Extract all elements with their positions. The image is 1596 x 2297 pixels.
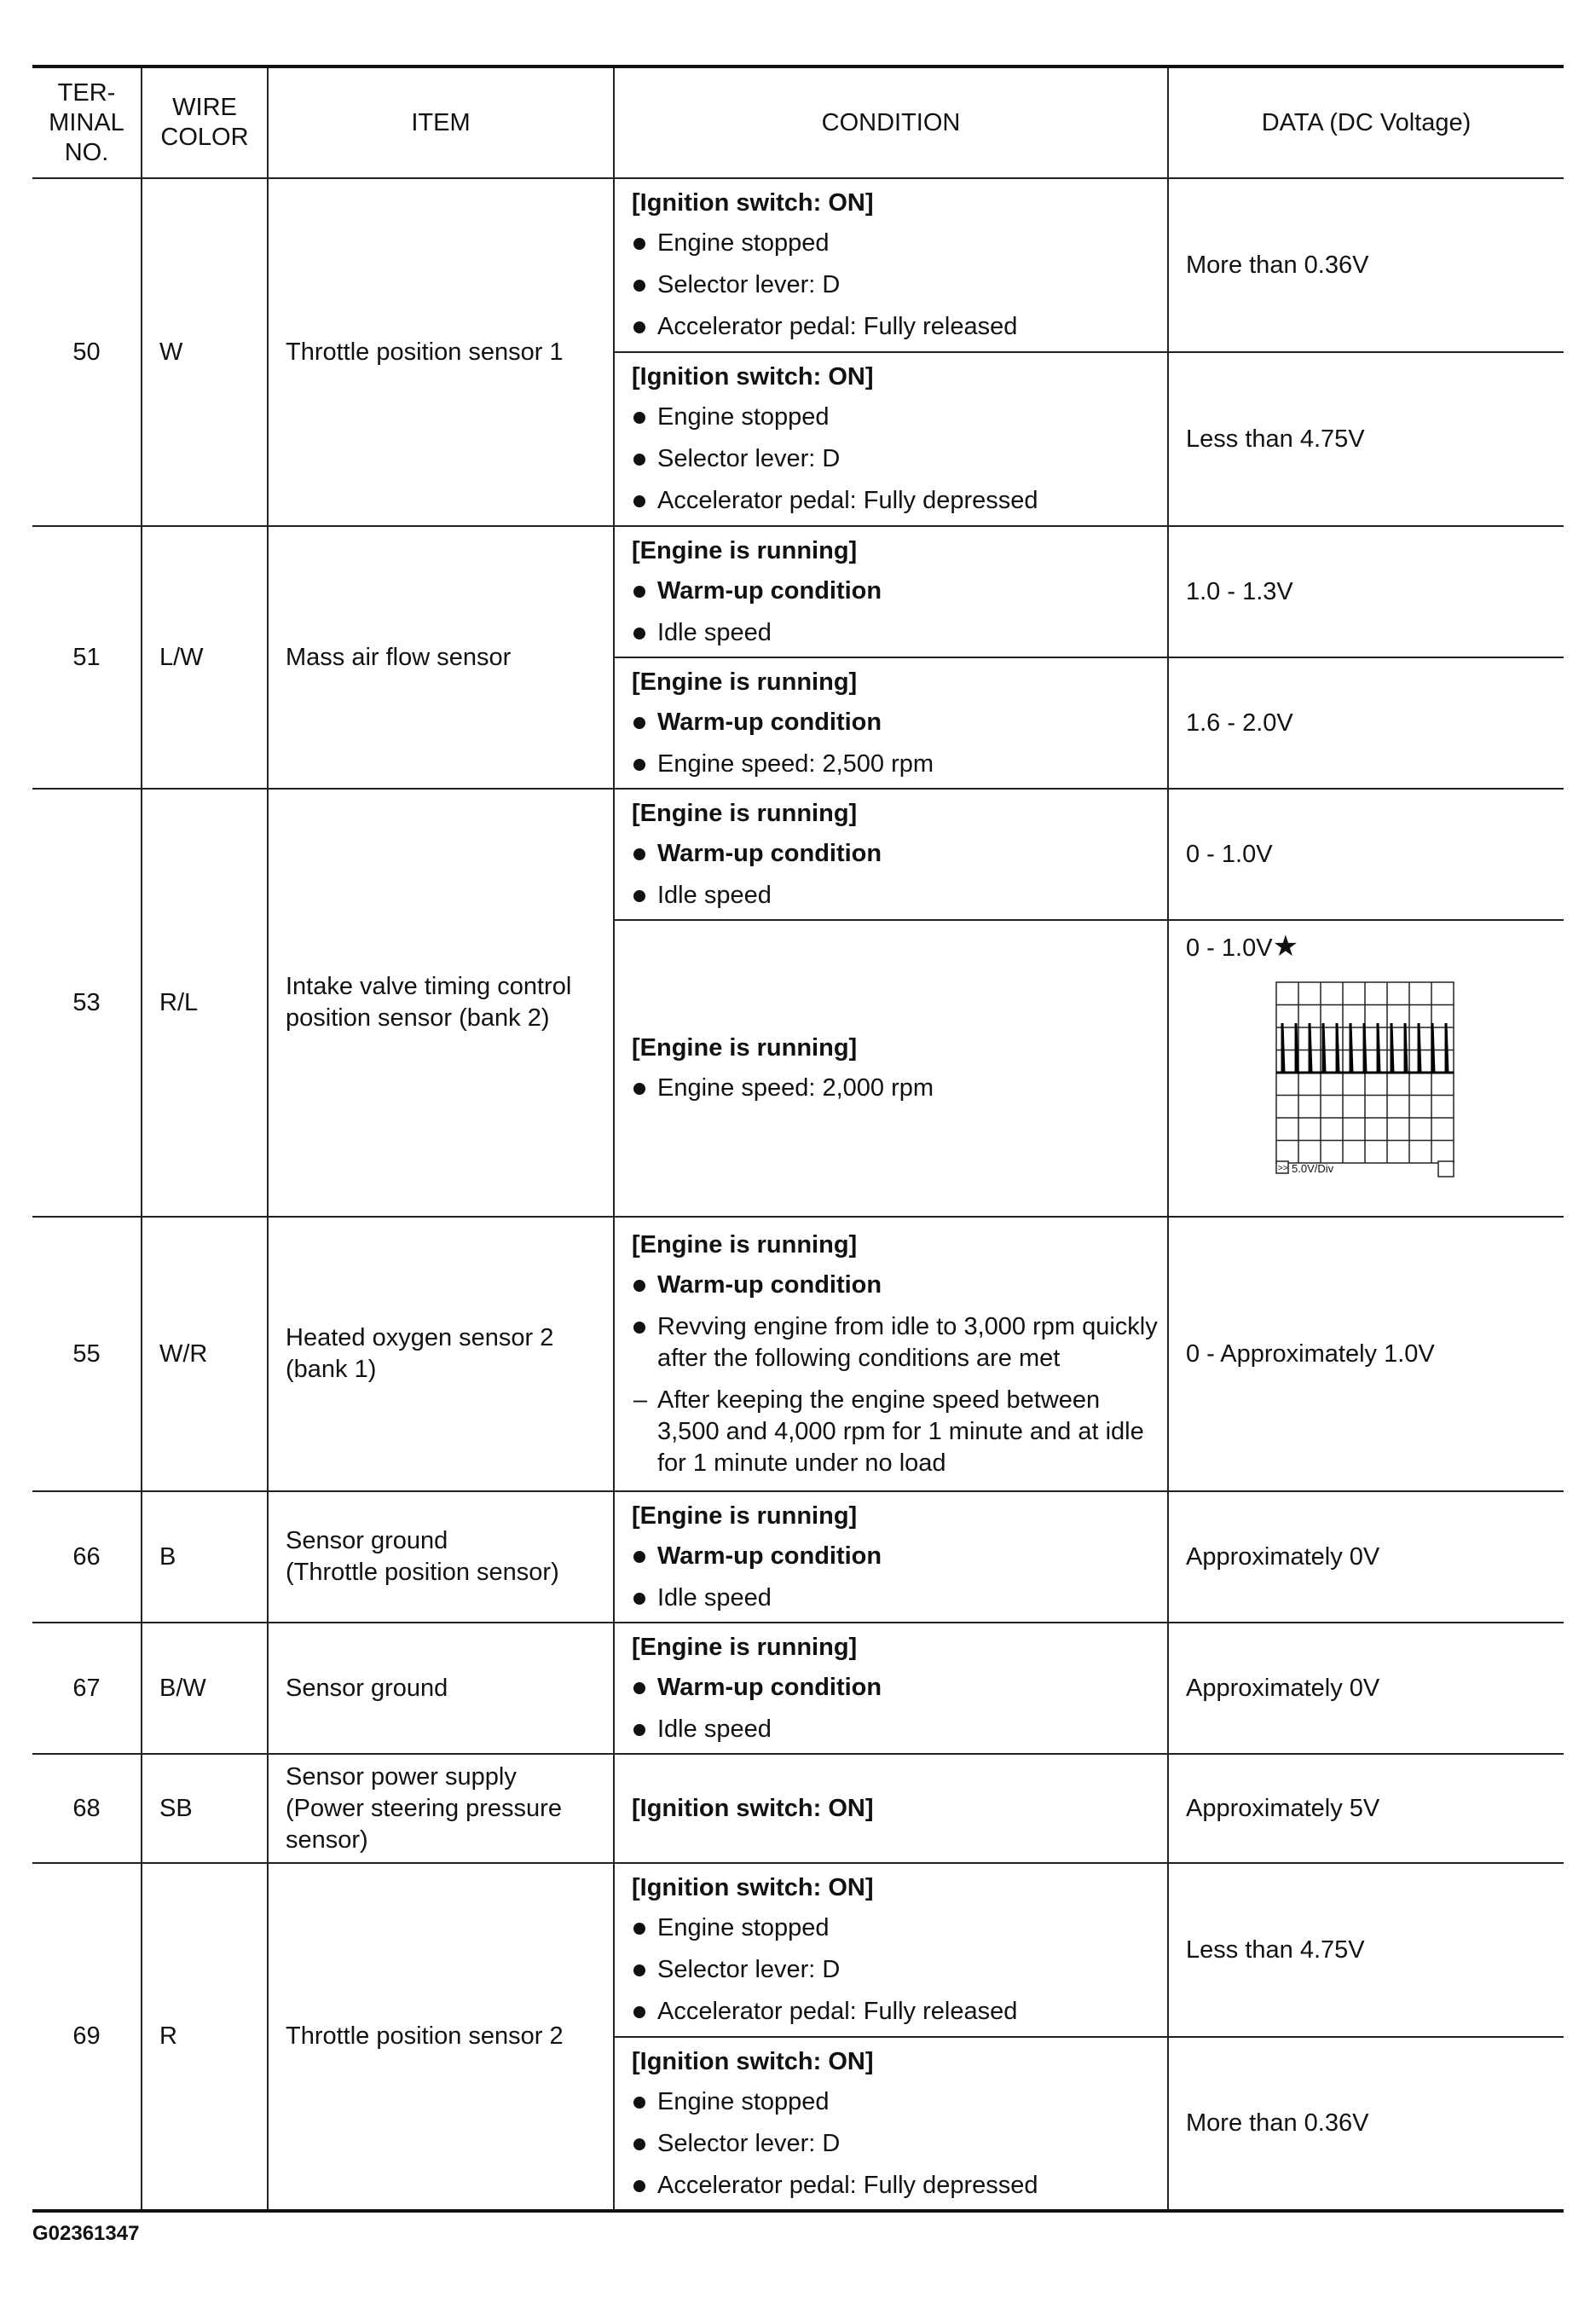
condition-header: [Ignition switch: ON] (632, 363, 874, 391)
star-icon: ★ (1272, 930, 1299, 963)
condition-header: [Engine is running] (632, 536, 858, 564)
terminal-no: 50 (32, 178, 142, 526)
item-name: Throttle position sensor 1 (268, 178, 614, 526)
condition-header: [Engine is running] (632, 668, 858, 696)
data-value: Approximately 5V (1168, 1754, 1564, 1863)
condition (614, 2037, 1168, 2211)
table-row (32, 789, 1564, 920)
table-row (32, 178, 1564, 352)
header-data: DATA (DC Voltage) (1168, 67, 1564, 178)
condition-bullet: Selector lever: D (632, 2128, 1160, 2160)
condition (614, 352, 1168, 526)
data-value: Approximately 0V (1168, 1491, 1564, 1623)
wire-color: W (142, 178, 268, 526)
table-row (32, 1623, 1564, 1754)
table-row (32, 526, 1564, 657)
condition-bullet: Engine stopped (632, 1912, 1160, 1944)
header-terminal: TER- MINAL NO. (32, 67, 142, 178)
condition-header: [Ignition switch: ON] (632, 189, 874, 217)
condition-header: [Ignition switch: ON] (632, 1794, 874, 1822)
table-row (32, 1754, 1564, 1863)
data-value: Approximately 0V (1168, 1623, 1564, 1754)
svg-text:>>: >> (1278, 1164, 1288, 1173)
condition-bullet: Engine speed: 2,000 rpm (632, 1073, 1160, 1104)
header-row (32, 67, 1564, 178)
condition-bullet: Selector lever: D (632, 269, 1160, 301)
condition-bullet: Warm-up condition (632, 1672, 1160, 1704)
data-value-with-waveform (1168, 920, 1564, 1217)
header-wire-color: WIRE COLOR (142, 67, 268, 178)
header-condition: CONDITION (614, 67, 1168, 178)
table-row (32, 1863, 1564, 2037)
condition-bullet: Selector lever: D (632, 443, 1160, 475)
item-name: Sensor power supply (Power steering pressure sensor) (268, 1754, 614, 1863)
wire-color: L/W (142, 526, 268, 789)
data-value: 1.0 - 1.3V (1168, 526, 1564, 657)
condition-header: [Engine is running] (632, 799, 858, 827)
data-value: 0 - 1.0V (1186, 934, 1273, 962)
data-value: More than 0.36V (1168, 2037, 1564, 2211)
waveform-scale-label: 5.0V/Div (1292, 1162, 1334, 1175)
condition-bullet: Engine speed: 2,500 rpm (632, 749, 1160, 780)
figure-code: G02361347 (32, 2222, 140, 2245)
condition-bullet: Warm-up condition (632, 576, 1160, 607)
oscilloscope-waveform (1275, 981, 1457, 1182)
condition (614, 1754, 1168, 1863)
condition-header: [Ignition switch: ON] (632, 2047, 874, 2075)
data-value: More than 0.36V (1168, 178, 1564, 352)
condition (614, 1491, 1168, 1623)
condition-bullet: Idle speed (632, 880, 1160, 911)
condition (614, 657, 1168, 789)
data-value: 0 - Approximately 1.0V (1168, 1217, 1564, 1491)
wire-color: B/W (142, 1623, 268, 1754)
data-value: 1.6 - 2.0V (1168, 657, 1564, 789)
condition-bullet: Idle speed (632, 617, 1160, 649)
condition-bullet: Warm-up condition (632, 838, 1160, 870)
terminal-no: 51 (32, 526, 142, 789)
condition-bullet: Accelerator pedal: Fully released (632, 1996, 1160, 2028)
table-row (32, 1491, 1564, 1623)
condition-bullet: Warm-up condition (632, 1270, 1160, 1301)
condition-bullet: Engine stopped (632, 228, 1160, 259)
condition-bullet: Engine stopped (632, 2086, 1160, 2118)
terminal-no: 69 (32, 1863, 142, 2211)
terminal-no: 68 (32, 1754, 142, 1863)
condition-bullet: Selector lever: D (632, 1954, 1160, 1986)
condition-header: [Engine is running] (632, 1230, 858, 1258)
data-value: 0 - 1.0V (1168, 789, 1564, 920)
condition-subitem: – After keeping the engine speed between 3,500 and 4,000 rpm for 1 minute and at idle for 1 minute under no load (632, 1385, 1160, 1479)
header-item: ITEM (268, 67, 614, 178)
item-name: Sensor ground (268, 1623, 614, 1754)
condition-bullet: Warm-up condition (632, 707, 1160, 738)
data-value: Less than 4.75V (1168, 352, 1564, 526)
condition (614, 1217, 1168, 1491)
condition (614, 920, 1168, 1217)
condition-header: [Engine is running] (632, 1501, 858, 1530)
condition (614, 178, 1168, 352)
item-name: Intake valve timing control position sensor (bank 2) (268, 789, 614, 1217)
condition (614, 1623, 1168, 1754)
terminal-no: 55 (32, 1217, 142, 1491)
ecm-terminal-table (32, 65, 1564, 2213)
terminal-no: 53 (32, 789, 142, 1217)
condition-header: [Ignition switch: ON] (632, 1874, 874, 1901)
item-name: Mass air flow sensor (268, 526, 614, 789)
wire-color: R/L (142, 789, 268, 1217)
condition (614, 526, 1168, 657)
item-name: Throttle position sensor 2 (268, 1863, 614, 2211)
document (32, 65, 1564, 2213)
terminal-no: 66 (32, 1491, 142, 1623)
condition-bullet: Accelerator pedal: Fully released (632, 311, 1160, 343)
condition-header: [Engine is running] (632, 1633, 858, 1661)
condition-bullet: Engine stopped (632, 402, 1160, 433)
item-name: Heated oxygen sensor 2 (bank 1) (268, 1217, 614, 1491)
condition-bullet: Revving engine from idle to 3,000 rpm quickly after the following conditions are met (632, 1311, 1160, 1374)
wire-color: W/R (142, 1217, 268, 1491)
condition-bullet: Warm-up condition (632, 1541, 1160, 1572)
table-row (32, 1217, 1564, 1491)
condition-bullet: Accelerator pedal: Fully depressed (632, 2170, 1160, 2202)
condition (614, 789, 1168, 920)
condition-bullet: Idle speed (632, 1714, 1160, 1745)
wire-color: SB (142, 1754, 268, 1863)
condition-bullet: Idle speed (632, 1582, 1160, 1614)
item-name: Sensor ground (Throttle position sensor) (268, 1491, 614, 1623)
condition-header: [Engine is running] (632, 1034, 858, 1062)
wire-color: R (142, 1863, 268, 2211)
data-value: Less than 4.75V (1168, 1863, 1564, 2037)
condition-bullet: Accelerator pedal: Fully depressed (632, 485, 1160, 517)
condition (614, 1863, 1168, 2037)
terminal-no: 67 (32, 1623, 142, 1754)
wire-color: B (142, 1491, 268, 1623)
